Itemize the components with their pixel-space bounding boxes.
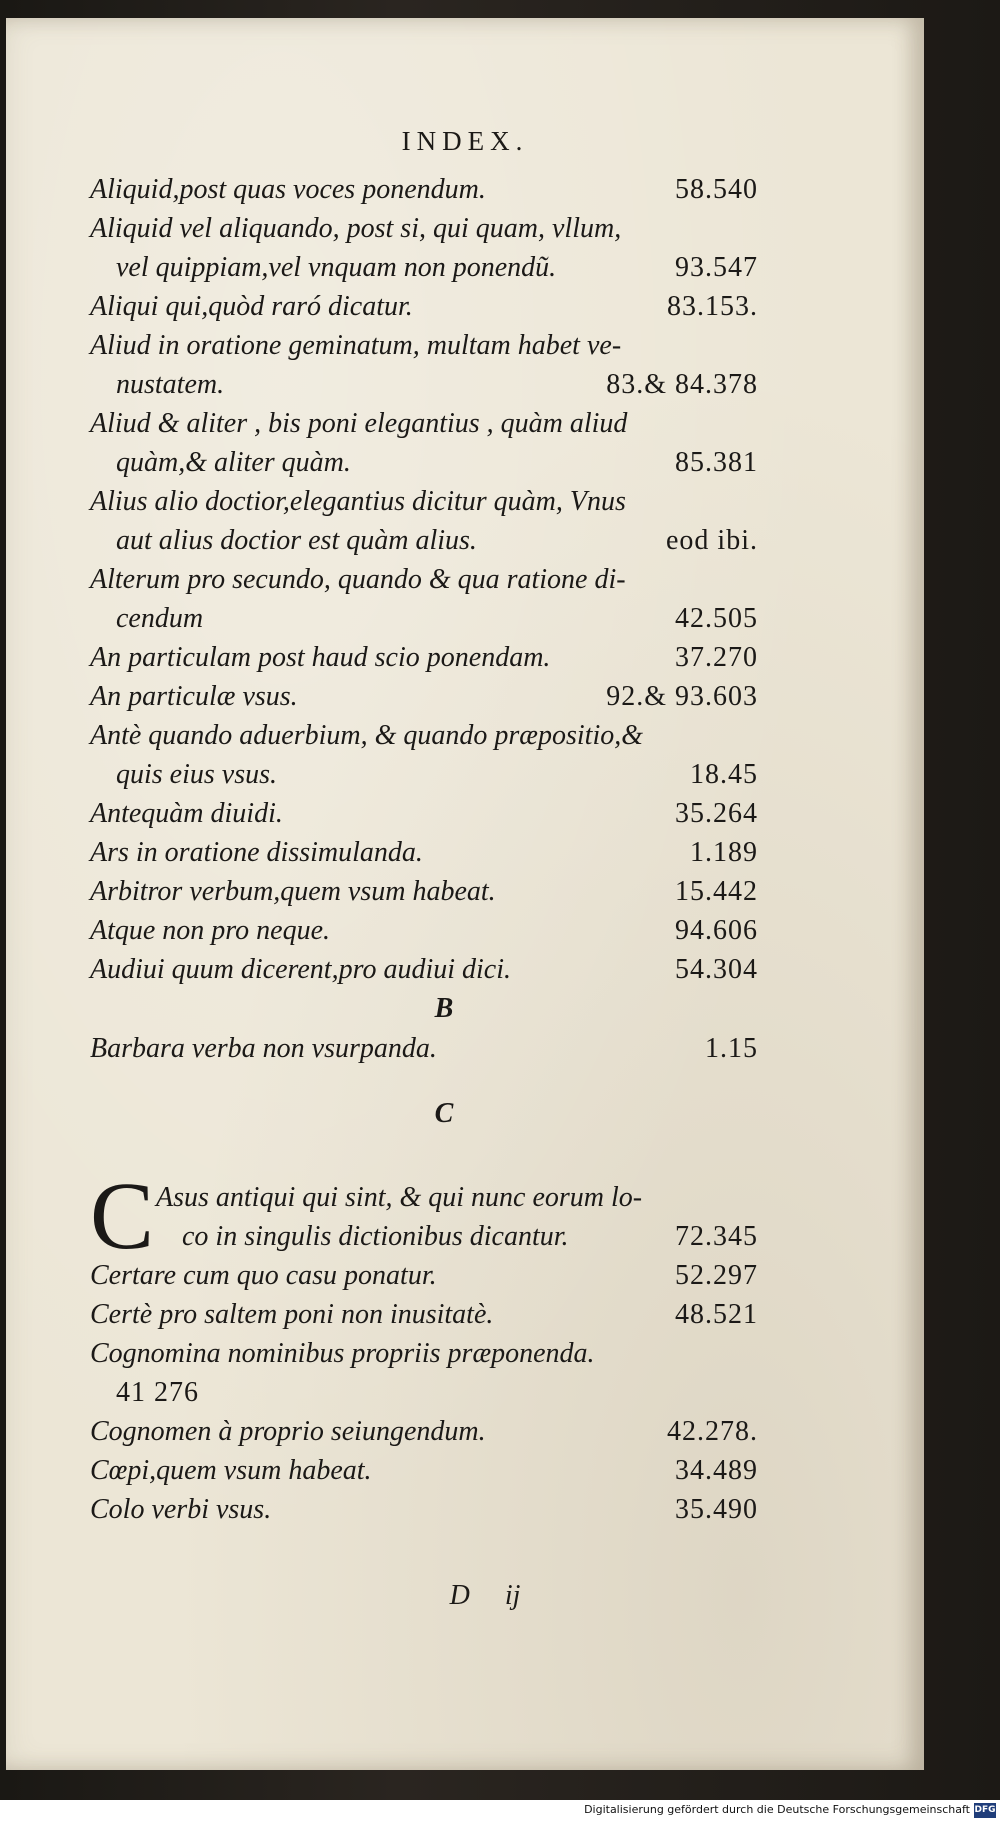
page-reference: eod ibi.: [666, 525, 758, 556]
entry-text: Alterum pro secundo, quando & qua ratione di-: [90, 564, 626, 595]
index-entry: [90, 326, 758, 404]
page-reference: 83.& 84.378: [606, 369, 758, 400]
page-reference: 42.278.: [667, 1416, 758, 1447]
dfg-logo: DFG: [974, 1803, 996, 1818]
page-reference: 92.& 93.603: [606, 681, 758, 712]
entry-text: Alius alio doctior,elegantius dicitur quàm, Vnus: [90, 486, 626, 517]
index-entry: [90, 1490, 758, 1529]
entry-text: Ars in oratione dissimulanda.: [90, 837, 423, 868]
page-reference: 34.489: [675, 1455, 758, 1486]
entry-line: [90, 560, 758, 599]
entry-line: [90, 1029, 758, 1068]
index-entry: [90, 872, 758, 911]
entry-line: [90, 170, 758, 209]
index-entry: [90, 794, 758, 833]
entry-line: [90, 1451, 758, 1490]
entry-line: [90, 1295, 758, 1334]
entry-text: aut alius doctior est quàm alius.: [116, 525, 477, 556]
entry-line: [90, 716, 758, 755]
entry-line: [90, 209, 758, 248]
page-reference: 94.606: [675, 915, 758, 946]
entry-line: [90, 794, 758, 833]
entry-line: [90, 638, 758, 677]
entry-line: [90, 326, 758, 365]
index-entry: [90, 833, 758, 872]
entry-text: Cognomina nominibus propriis præponenda.: [90, 1338, 595, 1369]
footer-credit: Digitalisierung gefördert durch die Deutsche Forschungsgemeinschaft: [584, 1803, 970, 1816]
entry-line: [90, 833, 758, 872]
page-reference: 42.505: [675, 603, 758, 634]
entry-text: nustatem.: [116, 369, 225, 400]
index-entry: [90, 638, 758, 677]
index-entry: [90, 1295, 758, 1334]
entry-line: [90, 755, 758, 794]
entry-text: Cœpi,quem vsum habeat.: [90, 1455, 372, 1486]
page-reference: 1.189: [690, 837, 758, 868]
entry-text: Certare cum quo casu ponatur.: [90, 1260, 437, 1291]
running-head: INDEX.: [401, 126, 529, 156]
page-reference: 83.153.: [667, 291, 758, 322]
entry-line: [90, 1334, 758, 1373]
index-entries: [90, 170, 758, 1529]
section-a-list: [90, 170, 758, 989]
page-reference: 85.381: [675, 447, 758, 478]
entry-line: [90, 677, 758, 716]
index-entry: [90, 911, 758, 950]
section-b-list: [90, 1029, 758, 1068]
book-page: [6, 18, 924, 1770]
entry-text: An particulam post haud scio ponendam.: [90, 642, 551, 673]
index-entry: [90, 1256, 758, 1295]
page-reference: 15.442: [675, 876, 758, 907]
entry-line: [90, 1373, 758, 1412]
entry-text: Colo verbi vsus.: [90, 1494, 272, 1525]
index-entry: [90, 560, 758, 638]
section-letter-b: B: [434, 993, 454, 1024]
entry-line: [90, 482, 758, 521]
index-entry: [90, 482, 758, 560]
entry-line: [90, 911, 758, 950]
entry-line: [90, 1490, 758, 1529]
page-reference: 72.345: [675, 1221, 758, 1252]
entry-line: [90, 365, 758, 404]
entry-text: Aliquid,post quas voces ponendum.: [90, 174, 486, 205]
entry-line: [90, 521, 758, 560]
page-reference: 1.15: [705, 1033, 758, 1064]
page-reference: 37.270: [675, 642, 758, 673]
index-entry: [90, 170, 758, 209]
entry-line: [156, 1178, 758, 1217]
page-reference: 93.547: [675, 252, 758, 283]
page-reference: 41 276: [116, 1377, 199, 1408]
entry-line: [90, 248, 758, 287]
index-entry: [90, 287, 758, 326]
entry-text: Atque non pro neque.: [90, 915, 331, 946]
page-reference: 35.490: [675, 1494, 758, 1525]
page-reference: 52.297: [675, 1260, 758, 1291]
section-c-list: [90, 1256, 758, 1529]
index-entry: [90, 950, 758, 989]
index-entry: [90, 677, 758, 716]
entry-line: [90, 404, 758, 443]
entry-text: Antè quando aduerbium, & quando præpositio,&: [90, 720, 643, 751]
entry-text: quis eius vsus.: [116, 759, 277, 790]
entry-text: Arbitror verbum,quem vsum habeat.: [90, 876, 496, 907]
entry-text: Aliud & aliter , bis poni elegantius , quàm aliud: [90, 408, 628, 439]
entry-text: Asus antiqui qui sint, & qui nunc eorum lo-: [156, 1182, 643, 1213]
index-entry: [90, 1373, 758, 1412]
entry-line: [90, 287, 758, 326]
page-reference: 35.264: [675, 798, 758, 829]
entry-text: Barbara verba non vsurpanda.: [90, 1033, 437, 1064]
index-entry: [90, 1412, 758, 1451]
index-entry: [90, 404, 758, 482]
entry-text: quàm,& aliter quàm.: [116, 447, 351, 478]
entry-text: co in singulis dictionibus dicantur.: [182, 1221, 569, 1252]
entry-text: Certè pro saltem poni non inusitatè.: [90, 1299, 494, 1330]
entry-text: Aliud in oratione geminatum, multam habet ve-: [90, 330, 622, 361]
entry-line: [90, 872, 758, 911]
entry-line: [90, 443, 758, 482]
entry-line: [90, 1412, 758, 1451]
entry-text: vel quippiam,vel vnquam non ponendũ.: [116, 252, 557, 283]
index-entry: [90, 209, 758, 287]
page-reference: 18.45: [690, 759, 758, 790]
index-entry: [90, 1334, 758, 1373]
page-reference: 54.304: [675, 954, 758, 985]
entry-line: [90, 1256, 758, 1295]
index-entry: [90, 1451, 758, 1490]
entry-text: Aliquid vel aliquando, post si, qui quam, vllum,: [90, 213, 622, 244]
index-entry: [90, 716, 758, 794]
page-reference: 48.521: [675, 1299, 758, 1330]
entry-text: Antequàm diuidi.: [90, 798, 283, 829]
digitization-footer: [0, 1800, 1000, 1822]
entry-text: cendum: [116, 603, 204, 634]
entry-text: Cognomen à proprio seiungendum.: [90, 1416, 486, 1447]
drop-cap: C: [90, 1162, 155, 1269]
entry-text: An particulæ vsus.: [90, 681, 298, 712]
index-entry: [90, 1029, 758, 1068]
page-reference: 58.540: [675, 174, 758, 205]
signature-mark: D ij: [449, 1580, 521, 1611]
entry-line: [156, 1217, 758, 1256]
entry-line: [90, 950, 758, 989]
entry-text: Audiui quum dicerent,pro audiui dici.: [90, 954, 511, 985]
section-letter-c: C: [434, 1098, 454, 1129]
entry-text: Aliqui qui,quòd raró dicatur.: [90, 291, 413, 322]
index-entry-drop-cap: [90, 1162, 758, 1269]
entry-line: [90, 599, 758, 638]
